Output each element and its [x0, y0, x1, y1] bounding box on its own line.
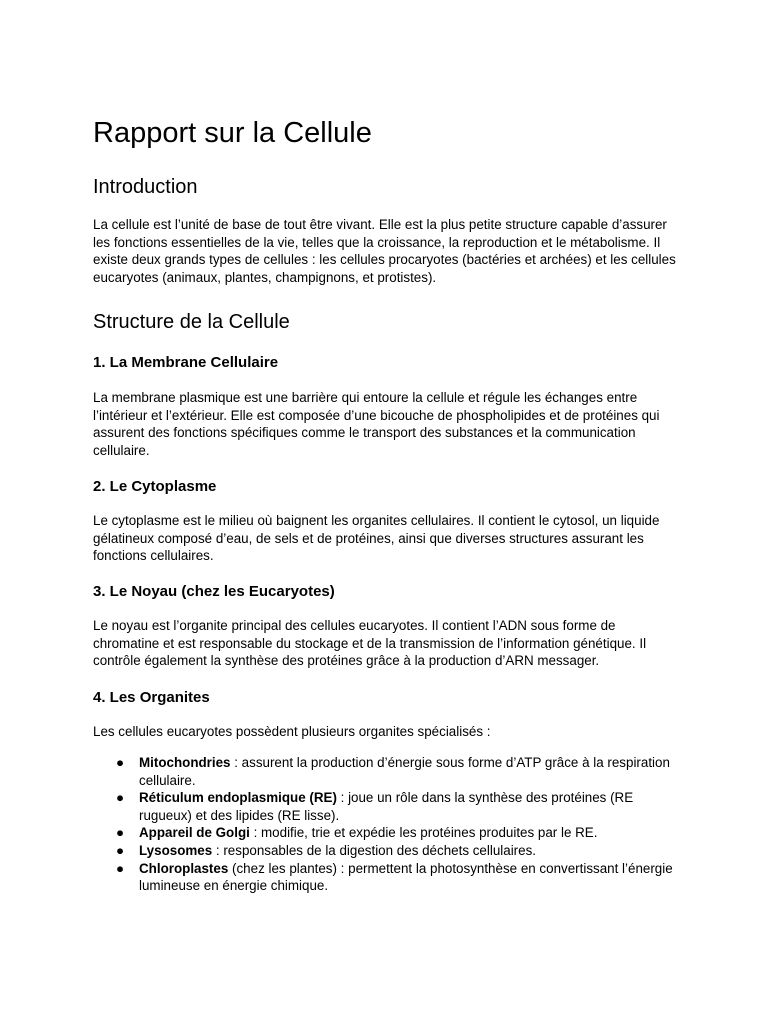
heading-membrane: 1. La Membrane Cellulaire — [93, 354, 279, 371]
bullet-icon: ● — [116, 842, 125, 858]
paragraph-noyau: Le noyau est l’organite principal des cellules eucaryotes. Il contient l’ADN sous forme de chromatine et est responsable du stockage et de la transmission de l’information génétique. Il contrôle également la synthèse des protéines grâce à la production d’ARN messager. — [93, 618, 647, 669]
organites-list — [93, 754, 678, 895]
list-item-description: : responsables de la digestion des déchets cellulaires. — [212, 842, 536, 858]
bullet-icon: ● — [116, 790, 125, 806]
list-item-term: Lysosomes — [139, 842, 213, 858]
heading-cytoplasme: 2. Le Cytoplasme — [93, 478, 217, 495]
list-item-description: : assurent la production d’énergie sous forme d’ATP grâce à la respiration cellulaire. — [139, 755, 670, 788]
list-item-term: Réticulum endoplasmique (RE) — [139, 790, 337, 806]
list-item-description: : joue un rôle dans la synthèse des protéines (RE rugueux) et des lipides (RE lisse). — [139, 790, 634, 823]
list-item-term: Chloroplastes — [139, 860, 229, 876]
list-item — [93, 842, 678, 860]
paragraph-membrane: La membrane plasmique est une barrière qui entoure la cellule et régule les échanges entre l’intérieur et l’extérieur. Elle est composée d’une bicouche de phospholipides et de protéines qui assurent des fonctions spécifiques comme le transport des substances et la communication cellulaire. — [93, 390, 660, 458]
bullet-icon: ● — [116, 825, 125, 841]
list-item-term: Mitochondries — [139, 755, 231, 770]
list-item — [93, 824, 678, 842]
paragraph-introduction: La cellule est l’unité de base de tout être vivant. Elle est la plus petite structure capable d’assurer les fonctions essentielles de la vie, telles que la croissance, la reproduction et le métabolisme. Il existe deux grands types de cellules : les cellules procaryotes (bactéries et archées) et les cellules eucaryotes (animaux, plantes, champignons, et protistes). — [93, 217, 676, 285]
bullet-icon: ● — [116, 755, 125, 770]
list-item — [93, 860, 678, 895]
paragraph-organites: Les cellules eucaryotes possèdent plusieurs organites spécialisés : — [93, 724, 491, 739]
list-item-term: Appareil de Golgi — [139, 825, 250, 841]
list-item-description: : modifie, trie et expédie les protéines produites par le RE. — [249, 825, 598, 841]
list-item-description: (chez les plantes) : permettent la photosynthèse en convertissant l’énergie lumineuse en énergie chimique. — [139, 860, 673, 894]
document-title: Rapport sur la Cellule — [93, 117, 372, 149]
paragraph-cytoplasme: Le cytoplasme est le milieu où baignent les organites cellulaires. Il contient le cytosol, un liquide gélatineux composé d’eau, de sels et de protéines, ainsi que diverses structures assurant les fonctions cellulaires. — [93, 513, 660, 564]
heading-noyau: 3. Le Noyau (chez les Eucaryotes) — [93, 583, 335, 600]
heading-structure: Structure de la Cellule — [93, 311, 290, 333]
list-item — [93, 754, 678, 789]
heading-introduction: Introduction — [93, 176, 198, 198]
list-item — [93, 789, 678, 824]
bullet-icon: ● — [116, 860, 125, 876]
heading-organites: 4. Les Organites — [93, 689, 210, 706]
